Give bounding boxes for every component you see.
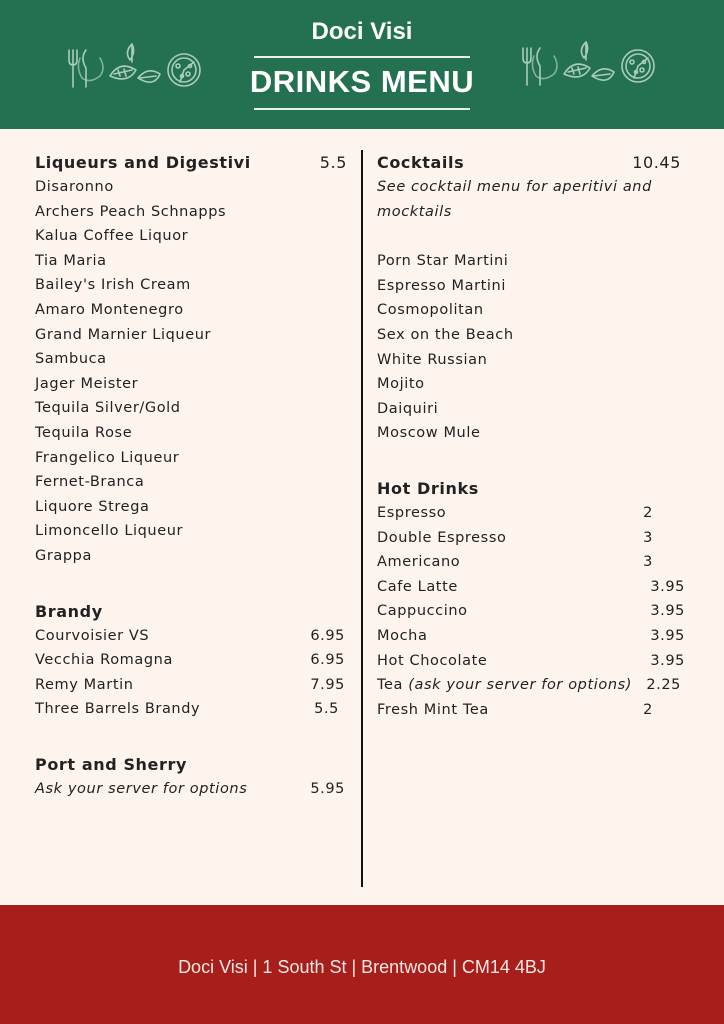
list-item: Porn Star Martini — [377, 253, 509, 270]
item-name: Double Espresso — [377, 529, 507, 546]
item-name: Americano — [377, 554, 461, 571]
list-item: Amaro Montenegro — [35, 301, 184, 318]
liqueurs-list — [35, 175, 347, 569]
list-item: Moscow Mule — [377, 425, 481, 442]
section-price: 5.5 — [319, 153, 347, 172]
item-name: Mocha — [377, 627, 428, 644]
column-divider — [361, 150, 363, 887]
list-item: Grand Marnier Liqueur — [35, 326, 212, 343]
list-item — [377, 575, 687, 600]
section-title: Hot Drinks — [377, 478, 479, 498]
cocktails-list — [377, 249, 689, 446]
item-name-with-note — [377, 673, 632, 698]
item-price: 2 — [643, 701, 653, 718]
item-price: 7.95 — [310, 676, 345, 693]
left-column — [35, 150, 347, 801]
item-name: Fresh Mint Tea — [377, 701, 489, 718]
port-row — [35, 777, 347, 802]
list-item — [377, 526, 661, 551]
port-heading — [35, 752, 347, 777]
item-price: 3 — [643, 554, 653, 571]
hot-drinks-list — [377, 501, 689, 722]
list-item: Fernet-Branca — [35, 474, 145, 491]
cutlery-icon — [69, 50, 103, 87]
item-price: 3.95 — [650, 627, 685, 644]
item-price: 6.95 — [310, 652, 345, 669]
item-price: 6.95 — [310, 627, 345, 644]
header-banner — [0, 0, 724, 129]
list-item: Jager Meister — [35, 375, 139, 392]
list-item: Liquore Strega — [35, 498, 150, 515]
menu-title: DRINKS MENU — [249, 64, 475, 99]
list-item: Sex on the Beach — [377, 326, 514, 343]
item-name: Three Barrels Brandy — [35, 701, 201, 718]
item-name: Cafe Latte — [377, 578, 458, 595]
item-name: Espresso — [377, 504, 447, 521]
item-name: Tea — [377, 677, 403, 694]
list-item — [377, 501, 661, 526]
list-item — [35, 624, 347, 649]
list-item: Frangelico Liqueur — [35, 449, 180, 466]
hot-drinks-heading — [377, 476, 689, 501]
food-icons-right — [518, 40, 660, 96]
restaurant-name: Doci Visi — [311, 18, 413, 45]
pasta-leaf-icon — [110, 44, 160, 82]
list-item: Espresso Martini — [377, 277, 506, 294]
pizza-icon — [168, 54, 200, 86]
footer-address: Doci Visi | 1 South St | Brentwood | CM14 4BJ — [178, 957, 546, 977]
list-item: Daiquiri — [377, 400, 439, 417]
item-name: Vecchia Romagna — [35, 652, 173, 669]
list-item: Mojito — [377, 376, 425, 393]
footer-banner — [0, 905, 724, 1024]
item-price: 5.5 — [314, 701, 339, 718]
list-item — [377, 599, 687, 624]
cocktails-note: See cocktail menu for aperitivi and mocktails — [377, 179, 652, 220]
list-item — [377, 550, 661, 575]
pasta-leaf-icon — [564, 42, 614, 80]
list-item: Tia Maria — [35, 252, 107, 269]
title-rule-top — [254, 56, 470, 58]
list-item: Grappa — [35, 547, 92, 564]
list-item — [35, 673, 347, 698]
list-item — [377, 698, 661, 723]
list-item: Bailey's Irish Cream — [35, 277, 191, 294]
list-item — [35, 697, 347, 722]
list-item: Tequila Silver/Gold — [35, 400, 181, 417]
item-price: 3 — [643, 529, 653, 546]
port-price: 5.95 — [310, 780, 345, 797]
list-item: Cosmopolitan — [377, 302, 484, 319]
list-item: Limoncello Liqueur — [35, 523, 184, 540]
item-price: 3.95 — [650, 652, 685, 669]
list-item: Tequila Rose — [35, 424, 133, 441]
item-name: Courvoisier VS — [35, 627, 150, 644]
cocktails-heading — [377, 150, 689, 175]
list-item: Disaronno — [35, 179, 114, 195]
section-price: 10.45 — [632, 153, 681, 172]
section-title: Port and Sherry — [35, 754, 188, 774]
list-item: Archers Peach Schnapps — [35, 203, 227, 220]
list-item — [377, 624, 687, 649]
item-name: Cappuccino — [377, 603, 468, 620]
list-item: Kalua Coffee Liquor — [35, 228, 189, 245]
section-title: Liqueurs and Digestivi — [35, 153, 251, 172]
item-price: 3.95 — [650, 578, 685, 595]
food-icons-left — [64, 40, 206, 96]
cutlery-icon — [523, 48, 557, 85]
list-item: Sambuca — [35, 351, 107, 368]
item-note: (ask your server for options) — [408, 677, 633, 694]
list-item — [35, 648, 347, 673]
brandy-heading — [35, 599, 347, 624]
brandy-list — [35, 624, 347, 722]
section-title: Cocktails — [377, 153, 465, 172]
item-name: Hot Chocolate — [377, 652, 488, 669]
pizza-icon — [622, 50, 654, 82]
list-item — [377, 649, 687, 674]
item-name: Remy Martin — [35, 676, 134, 693]
list-item — [377, 673, 683, 698]
section-title: Brandy — [35, 601, 103, 621]
right-column — [377, 150, 689, 722]
port-note: Ask your server for options — [35, 780, 248, 797]
liqueurs-heading — [35, 150, 347, 175]
item-price: 2.25 — [646, 677, 681, 694]
item-price: 3.95 — [650, 603, 685, 620]
list-item: White Russian — [377, 351, 488, 368]
item-price: 2 — [643, 504, 653, 521]
title-rule-bottom — [254, 108, 470, 110]
